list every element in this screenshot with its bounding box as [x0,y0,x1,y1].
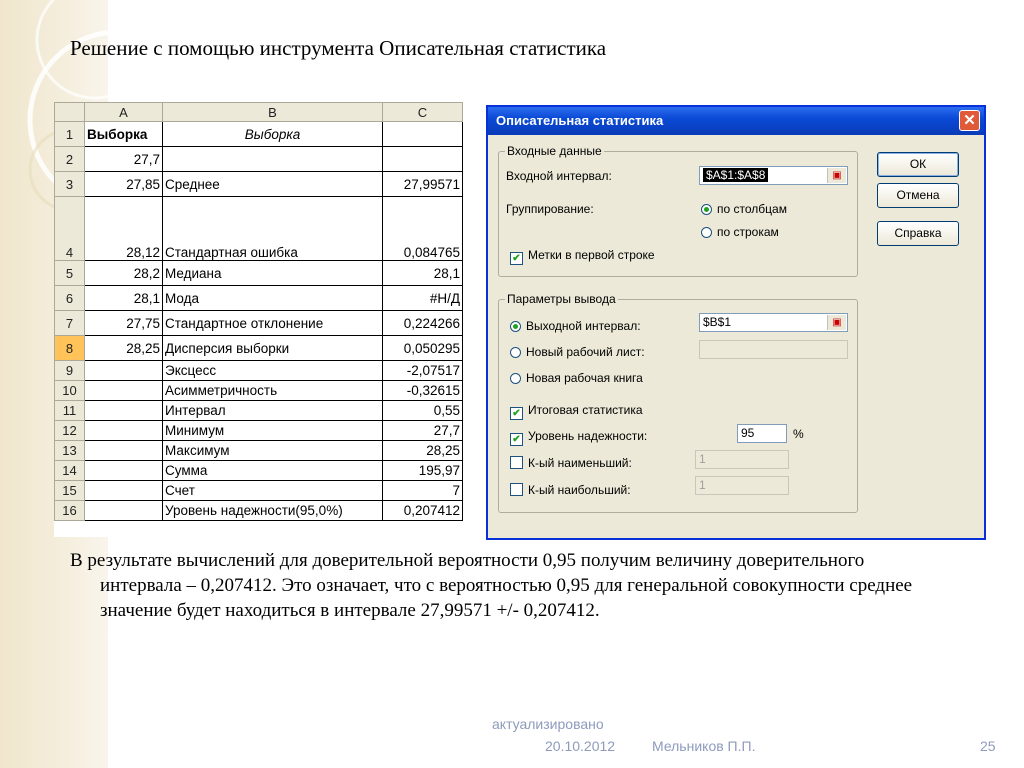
input-range-label: Входной интервал: [506,169,612,183]
summary-stats-label: Итоговая статистика [528,403,643,417]
radio-icon [510,321,521,332]
checkmark-icon: ✔ [510,433,523,446]
labels-first-row-checkbox[interactable] [510,248,655,265]
cell-a[interactable] [85,441,163,461]
row-header[interactable]: 4 [55,197,85,261]
radio-icon [701,204,712,215]
cell-c[interactable] [383,147,463,172]
cell-a[interactable]: 27,75 [85,311,163,336]
cell-b[interactable]: Медиана [163,261,383,286]
cell-b[interactable]: Дисперсия выборки [163,336,383,361]
range-picker-icon[interactable]: ▣ [827,315,846,330]
row-header[interactable]: 1 [55,122,85,147]
cell-b[interactable] [163,147,383,172]
kth-smallest-field[interactable] [695,450,789,469]
cell-a[interactable] [85,361,163,381]
kth-largest-checkbox[interactable] [510,483,631,497]
column-header-b[interactable]: B [163,103,383,122]
table-row [55,361,463,381]
table-row [55,421,463,441]
table-row [55,286,463,311]
cell-a[interactable]: Выборка [85,122,163,147]
cell-a[interactable]: 27,85 [85,172,163,197]
cell-c[interactable]: 27,7 [383,421,463,441]
cell-c[interactable]: 0,207412 [383,501,463,521]
output-range-label: Выходной интервал: [526,319,641,333]
new-book-option[interactable] [510,371,643,385]
cell-c[interactable]: 0,050295 [383,336,463,361]
result-paragraph [70,548,950,623]
range-picker-icon[interactable]: ▣ [827,168,846,183]
output-range-field[interactable] [699,313,848,332]
checkbox-icon [510,483,523,496]
row-header[interactable]: 13 [55,441,85,461]
input-group-label: Входные данные [507,144,602,158]
table-row [55,501,463,521]
kth-smallest-value: 1 [699,452,706,466]
summary-stats-checkbox[interactable] [510,403,643,420]
table-row [55,172,463,197]
row-header[interactable]: 7 [55,311,85,336]
confidence-level-checkbox[interactable] [510,429,647,446]
close-icon[interactable]: ✕ [959,110,980,131]
kth-smallest-checkbox[interactable] [510,456,632,470]
cell-c[interactable]: 28,1 [383,261,463,286]
ok-button[interactable]: ОК [877,152,959,177]
cell-a[interactable] [85,461,163,481]
new-book-label: Новая рабочая книга [526,371,643,385]
table-row [55,481,463,501]
kth-largest-label: К-ый наибольший: [528,483,631,497]
row-header[interactable]: 16 [55,501,85,521]
checkmark-icon: ✔ [510,407,523,420]
new-sheet-option[interactable] [510,345,645,359]
cancel-button[interactable]: Отмена [877,183,959,208]
cell-b[interactable]: Асимметричность [163,381,383,401]
row-header[interactable]: 8 [55,336,85,361]
cell-a[interactable]: 27,7 [85,147,163,172]
cell-b[interactable]: Счет [163,481,383,501]
table-row [55,381,463,401]
cell-b[interactable]: Мода [163,286,383,311]
kth-largest-field[interactable] [695,476,789,495]
output-group-label: Параметры вывода [507,292,616,306]
confidence-level-label: Уровень надежности: [528,429,648,443]
cell-a[interactable]: 28,25 [85,336,163,361]
table-row [55,122,463,147]
cell-a[interactable] [85,481,163,501]
cell-c[interactable]: 7 [383,481,463,501]
checkbox-icon [510,456,523,469]
cell-a[interactable] [85,381,163,401]
kth-largest-value: 1 [699,478,706,492]
cell-b[interactable]: Максимум [163,441,383,461]
cell-b[interactable]: Среднее [163,172,383,197]
confidence-level-value: 95 [741,426,755,440]
column-header-a[interactable]: A [85,103,163,122]
cell-c[interactable]: 195,97 [383,461,463,481]
new-sheet-field[interactable] [699,340,848,359]
cell-a[interactable] [85,501,163,521]
dialog-title: Описательная статистика [496,113,664,128]
grouping-label: Группирование: [506,202,594,216]
slide-title: Решение с помощью инструмента Описательная статистика [70,36,607,60]
page-number: 25 [980,738,996,754]
row-header[interactable]: 15 [55,481,85,501]
footer-date: 20.10.2012 [545,738,616,754]
row-header[interactable]: 12 [55,421,85,441]
row-header[interactable]: 2 [55,147,85,172]
cell-b[interactable]: Сумма [163,461,383,481]
table-row [55,197,463,261]
cell-a[interactable] [85,421,163,441]
descriptive-statistics-dialog [486,105,986,540]
table-row [55,336,463,361]
cell-a[interactable] [85,401,163,421]
table-row [55,147,463,172]
table-row [55,261,463,286]
row-header[interactable]: 9 [55,361,85,381]
radio-icon [701,227,712,238]
cell-c[interactable]: 27,99571 [383,172,463,197]
table-row [55,401,463,421]
labels-first-row-label: Метки в первой строке [528,248,655,262]
result-text: В результате вычислений для доверительной вероятности 0,95 получим величину доверительного интервала – 0,207412. Это означает, что с вероятностью 0,95 для генеральной совокупности среднее значение будет находиться в интервале 27,99571 +/- 0,207412. [70,550,913,621]
help-button[interactable]: Справка [877,221,959,246]
cell-c[interactable]: #Н/Д [383,286,463,311]
corner-cell[interactable] [55,103,85,122]
cell-b[interactable]: Стандартное отклонение [163,311,383,336]
cell-c[interactable]: 0,224266 [383,311,463,336]
table-row [55,441,463,461]
cell-b[interactable]: Минимум [163,421,383,441]
grouping-rows-option[interactable] [701,225,779,239]
row-header[interactable]: 6 [55,286,85,311]
percent-sign: % [793,427,804,441]
cell-a[interactable]: 28,12 [85,197,163,261]
cell-c[interactable] [383,122,463,147]
row-header[interactable]: 5 [55,261,85,286]
cell-c[interactable]: -2,07517 [383,361,463,381]
radio-icon [510,373,521,384]
table-row [55,461,463,481]
cell-b[interactable]: Стандартная ошибка [163,197,383,261]
new-sheet-label: Новый рабочий лист: [526,345,645,359]
confidence-level-field[interactable] [737,424,787,443]
cell-a[interactable]: 28,1 [85,286,163,311]
cell-a[interactable]: 28,2 [85,261,163,286]
cell-b[interactable]: Выборка [163,122,383,147]
output-range-option[interactable] [510,319,641,333]
input-range-value: $A$1:$A$8 [703,168,768,182]
spreadsheet [54,102,464,537]
cell-b[interactable]: Эксцесс [163,361,383,381]
table-row [55,311,463,336]
grouping-columns-label: по столбцам [717,202,787,216]
cell-c[interactable]: 0,55 [383,401,463,421]
output-range-value: $B$1 [703,315,732,329]
radio-icon [510,347,521,358]
cell-c[interactable]: 28,25 [383,441,463,461]
checkmark-icon: ✔ [510,252,523,265]
footer-note: актуализировано [492,716,604,732]
cell-b[interactable]: Интервал [163,401,383,421]
input-range-field[interactable] [699,166,848,185]
dialog-title-bar[interactable] [488,107,984,135]
row-header[interactable]: 11 [55,401,85,421]
kth-smallest-label: К-ый наименьший: [528,456,632,470]
cell-c[interactable]: -0,32615 [383,381,463,401]
cell-b[interactable]: Уровень надежности(95,0%) [163,501,383,521]
row-header[interactable]: 14 [55,461,85,481]
row-header[interactable]: 3 [55,172,85,197]
footer-author: Мельников П.П. [652,738,756,754]
grouping-rows-label: по строкам [717,225,779,239]
grouping-columns-option[interactable] [701,202,787,216]
column-header-c[interactable]: C [383,103,463,122]
cell-c[interactable]: 0,084765 [383,197,463,261]
row-header[interactable]: 10 [55,381,85,401]
